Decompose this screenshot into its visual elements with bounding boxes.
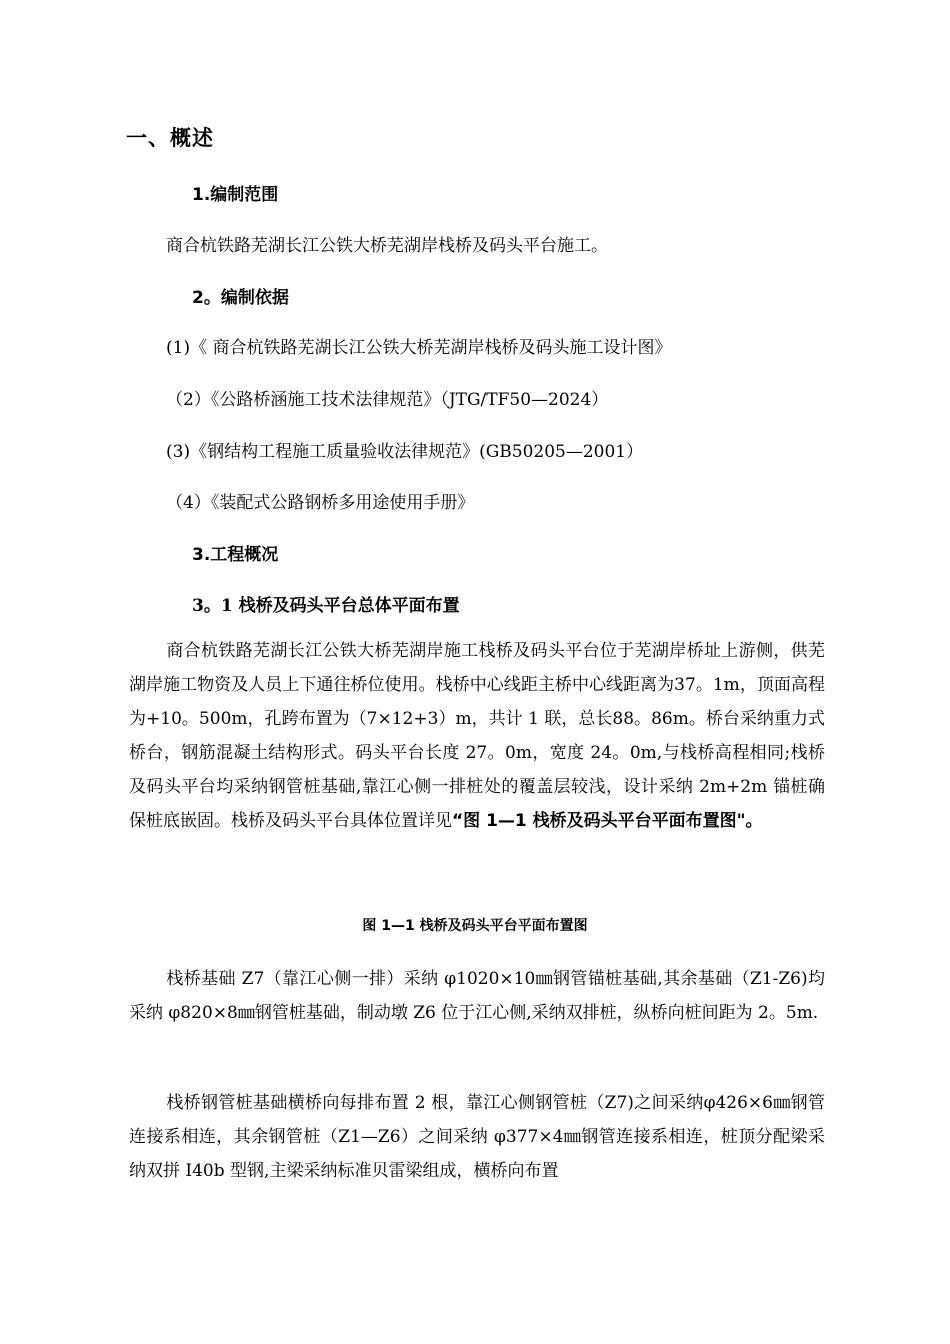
paragraph-foundation-text: 栈桥基础 Z7（靠江心侧一排）采纳 φ1020×10㎜钢管锚桩基础,其余基础（Z1-Z6)均采纳 φ820×8㎜钢管桩基础，制动墩 Z6 位于江心侧,采纳双排桩，纵桥向桩间距为 2。5m. [129, 969, 825, 1023]
reference-item-1: (1)《 商合杭铁路芜湖长江公铁大桥芜湖岸栈桥及码头施工设计图》 [166, 338, 672, 358]
subheading-scope: 1.编制范围 [192, 185, 279, 205]
scope-text: 商合杭铁路芜湖长江公铁大桥芜湖岸栈桥及码头平台施工。 [166, 236, 608, 256]
reference-item-3: (3)《钢结构工程施工质量验收法律规范》(GB50205—2001） [166, 442, 644, 462]
figure-reference: “图 1—1 栈桥及码头平台平面布置图"。 [452, 811, 763, 831]
section-heading-overview: 一、概述 [126, 126, 214, 150]
figure-caption: 图 1—1 栈桥及码头平台平面布置图 [362, 918, 588, 934]
subheading-layout: 3。1 栈桥及码头平台总体平面布置 [192, 596, 460, 616]
paragraph-piles [129, 1086, 825, 1188]
reference-item-2: （2）《公路桥涵施工技术法律规范》（JTG/TF50—2024） [166, 390, 609, 410]
paragraph-layout [129, 634, 825, 838]
subheading-project-overview: 3.工程概况 [192, 545, 279, 565]
paragraph-foundation [129, 962, 825, 1030]
reference-item-4: （4）《装配式公路钢桥多用途使用手册》 [166, 493, 475, 513]
paragraph-piles-text: 栈桥钢管桩基础横桥向每排布置 2 根，靠江心侧钢管桩（Z7)之间采纳φ426×6㎜钢管连接系相连，其余钢管桩（Z1—Z6）之间采纳 φ377×4㎜钢管连接系相连，桩顶分配梁采纳双拼 I40b 型钢,主梁采纳标准贝雷梁组成，横桥向布置 [129, 1093, 825, 1181]
subheading-basis: 2。编制依据 [192, 288, 289, 308]
paragraph-layout-text: 商合杭铁路芜湖长江公铁大桥芜湖岸施工栈桥及码头平台位于芜湖岸桥址上游侧，供芜湖岸施工物资及人员上下通往桥位使用。栈桥中心线距主桥中心线距离为37。1m，顶面高程为+10。500m，孔跨布置为（7×12+3）m，共计 1 联，总长88。86m。桥台采纳重力式桥台，钢筋混凝土结构形式。码头平台长度 27。0m，宽度 24。0m,与栈桥高程相同;栈桥及码头平台均采纳钢管桩基础,靠江心侧一排桩处的覆盖层较浅，设计采纳 2m+2m 锚桩确保桩底嵌固。栈桥及码头平台具体位置详见 [129, 641, 825, 831]
